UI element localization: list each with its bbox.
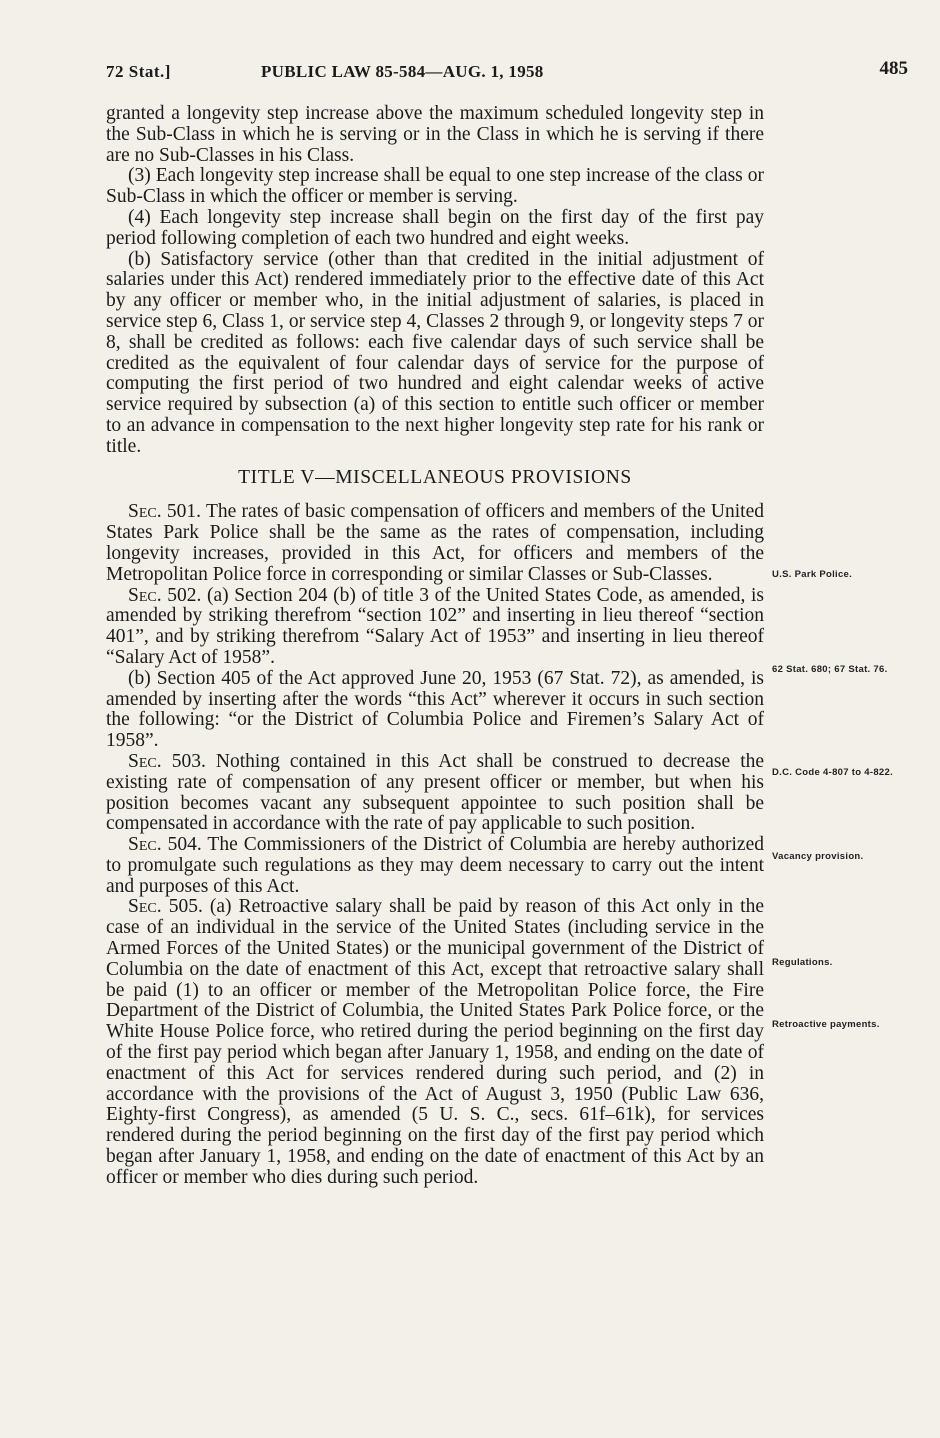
- sec-label: Sec.: [128, 834, 162, 856]
- paragraph-b: (b) Satisfactory service (other than that credited in the initial adjustment of salaries under this Act) rendered immediately prior to the effective date of this Act by any officer or member who, in the initial adjustment of salaries, is placed in service step 6, Class 1, or service step 4, Classes 2 through 9, or longevity steps 7 or 8, shall be credited as follows: each five calendar days of such service shall be credited as the equivalent of four calendar days of service for the purpose of computing the first period of two hundred and eight calendar weeks of active service required by subsection (a) of this section to entitle such officer or member to an advance in compensation to the next higher longevity step rate for his rank or title.: [106, 248, 764, 457]
- sec-label: Sec.: [128, 584, 162, 606]
- margin-note-dc-code: D.C. Code 4-807 to 4-822.: [772, 767, 894, 778]
- paragraph-4: (4) Each longevity step increase shall begin on the first day of the first pay period following completion of each two hundred and eight weeks.: [106, 206, 764, 249]
- stat-reference: 72 Stat.]: [106, 62, 171, 81]
- margin-note-stat-citation: 62 Stat. 680; 67 Stat. 76.: [772, 664, 888, 675]
- section-501: [106, 502, 764, 585]
- section-504-text: 504. The Commissioners of the District of Columbia are hereby authorized to promulgate such regulations as they may deem necessary to carry out the intent and purposes of this Act.: [106, 834, 764, 897]
- section-505-text: 505. (a) Retroactive salary shall be paid by reason of this Act only in the case of an individual in the service of the United States (including service in the Armed Forces of the United States) or the municipal government of the District of Columbia on the date of enactment of this Act, except that retroactive salary shall be paid (1) to an officer or member of the Metropolitan Police force, the Fire Department of the District of Columbia, the United States Park Police force, or the White House Police force, who retired during the period beginning on the first day of the first pay period which began after January 1, 1958, and ending on the date of enactment of this Act for services rendered during such period, and (2) in accordance with the provisions of the Act of August 3, 1950 (Public Law 636, Eighty-first Congress), as amended (5 U. S. C., secs. 61f–61k), for services rendered during the period beginning on the first day of the first pay period which began after January 1, 1958, and ending on the date of enactment of this Act by an officer or member who dies during such period.: [106, 896, 765, 1188]
- section-505: [106, 897, 764, 1188]
- sec-label: Sec.: [128, 501, 162, 523]
- section-502a: [106, 586, 764, 669]
- margin-note-retroactive: Retroactive payments.: [772, 1019, 880, 1030]
- law-title: PUBLIC LAW 85-584—AUG. 1, 1958: [261, 62, 544, 81]
- page-number: 485: [879, 58, 908, 79]
- section-503: [106, 752, 764, 835]
- margin-note-vacancy: Vacancy provision.: [772, 851, 864, 862]
- section-502b: (b) Section 405 of the Act approved June 20, 1953 (67 Stat. 72), as amended, is amended by inserting after the words “this Act” wherever it occurs in such section the following: “or the District of Columbia Police and Firemen’s Salary Act of 1958”.: [106, 667, 764, 752]
- body-text: [106, 104, 764, 1189]
- margin-note-park-police: U.S. Park Police.: [772, 569, 853, 580]
- section-503-text: 503. Nothing contained in this Act shall be construed to decrease the existing rate of compensation of any present officer or member, but when his position becomes vacant any subsequent appointee to such position shall be compensated in accordance with the rate of pay applicable to such position.: [106, 750, 765, 835]
- sec-label: Sec.: [128, 750, 162, 772]
- paragraph-3: (3) Each longevity step increase shall be equal to one step increase of the class or Sub-Class in which the officer or member is serving.: [106, 165, 764, 208]
- sec-label: Sec.: [128, 896, 162, 918]
- section-504: [106, 835, 764, 897]
- title-v-heading: TITLE V—MISCELLANEOUS PROVISIONS: [238, 466, 632, 488]
- section-501-text: 501. The rates of basic compensation of officers and members of the United States Park Police shall be the same as the rates of compensation, including longevity increases, provided in this Act, for officers and members of the Metropolitan Police force in corresponding or similar Classes or Sub-Classes.: [106, 501, 764, 585]
- margin-notes: [772, 0, 922, 1438]
- section-502a-text: 502. (a) Section 204 (b) of title 3 of the United States Code, as amended, is amended by striking therefrom “section 102” and inserting in lieu thereof “section 401”, and by striking therefrom “Salary Act of 1953” and inserting in lieu thereof “Salary Act of 1958”.: [106, 584, 765, 668]
- paragraph-continuation: granted a longevity step increase above the maximum scheduled longevity step in the Sub-Class in which he is serving or in the Class in which he is serving if there are no Sub-Classes in his Class.: [106, 103, 764, 166]
- margin-note-regulations: Regulations.: [772, 957, 833, 968]
